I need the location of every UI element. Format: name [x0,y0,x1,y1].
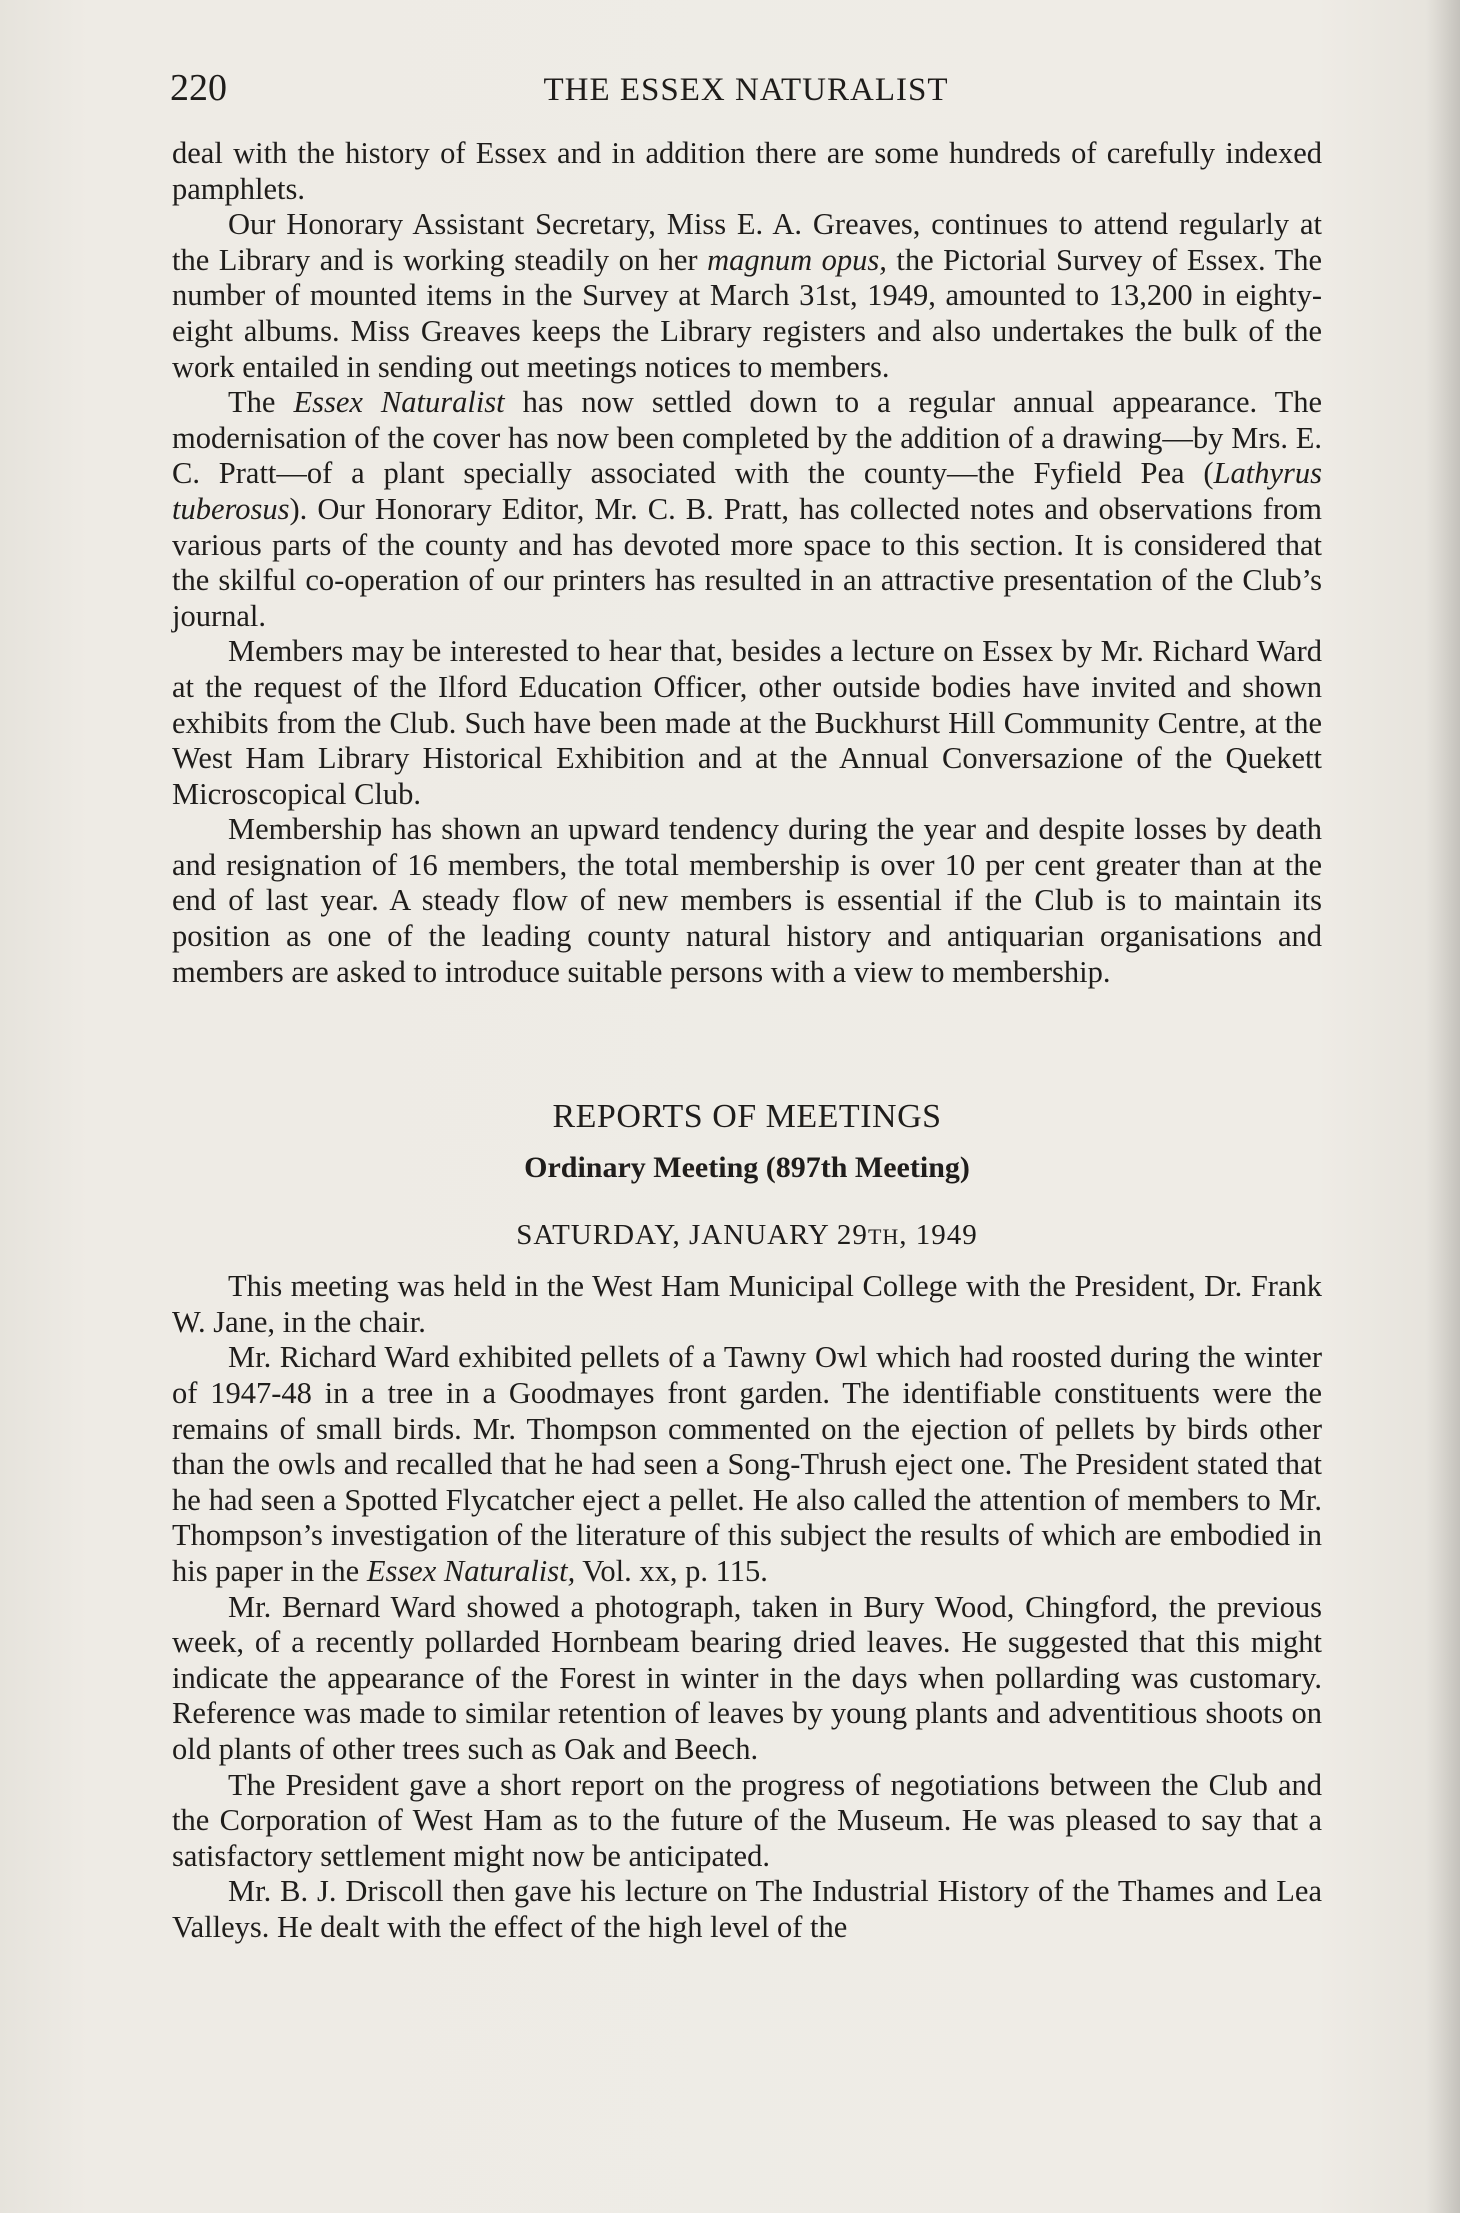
page-number: 220 [170,67,227,109]
paragraph-library-history: deal with the history of Essex and in addition there are some hundreds of carefully indexed pamphlets. [172,136,1322,206]
paragraph-hornbeam: Mr. Bernard Ward showed a photograph, taken in Bury Wood, Chingford, the previous week, of a recently pollarded Hornbeam bearing dried leaves. He suggested that this might indicate the appearance of the Forest in winter in the days when pollarding was customary. Reference was made to similar retention of leaves by young plants and adventitious shoots on old plants of other trees such as Oak and Beech. [172,1589,1322,1766]
running-head [170,66,1322,116]
paragraph-essex-naturalist: The Essex Naturalist has now settled down to a regular annual appearance. The modernisation of the cover has now been completed by the addition of a drawing—by Mrs. E. C. Pratt—of a plant specially associated with the county—the Fyfield Pea (Lathyrus tuberosus). Our Honorary Editor, Mr. C. B. Pratt, has collected notes and observations from various parts of the county and has devoted more space to this section. It is considered that the skilful co-operation of our printers has resulted in an attractive presentation of the Club’s journal. [172,385,1323,633]
paragraph-assistant-secretary: Our Honorary Assistant Secretary, Miss E. A. Greaves, continues to attend regularly at the Library and is working steadily on her magnum opus, the Pictorial Survey of Essex. The number of mounted items in the Survey at March 31st, 1949, amounted to 13,200 in eighty-eight albums. Miss Greaves keeps the Library registers and also undertakes the bulk of the work entailed in sending out meetings notices to members. [172,207,1322,384]
paragraph-lecture: Mr. B. J. Driscoll then gave his lecture on The Industrial History of the Thames and Lea Valleys. He dealt with the effect of the high level of the [172,1874,1322,1944]
paragraph-owl-pellets: Mr. Richard Ward exhibited pellets of a Tawny Owl which had roosted during the winter of 1947-48 in a tree in a Goodmayes front garden. The identifiable constituents were the remains of small birds. Mr. Thompson commented on the ejection of pellets by birds other than the owls and recalled that he had seen a Song-Thrush eject one. The President stated that he had seen a Spotted Flycatcher eject a pellet. He also called the attention of members to Mr. Thompson’s investigation of the literature of this subject the results of which are embodied in his paper in the Essex Naturalist, Vol. xx, p. 115. [172,1340,1322,1588]
paragraph-museum-negotiations: The President gave a short report on the progress of negotiations between the Club and the Corporation of West Ham as to the future of the Museum. He was pleased to say that a satisfactory settlement might now be anticipated. [172,1767,1322,1873]
journal-title: THE ESSEX NATURALIST [543,72,949,108]
paragraph-exhibits: Members may be interested to hear that, besides a lecture on Essex by Mr. Richard Ward at the request of the Ilford Education Officer, other outside bodies have invited and shown exhibits from the Club. Such have been made at the Buckhurst Hill Community Centre, at the West Ham Library Historical Exhibition and at the Annual Conversazione of the Quekett Microscopical Club. [172,634,1322,811]
paragraph-meeting-venue: This meeting was held in the West Ham Municipal College with the President, Dr. Frank W. Jane, in the chair. [172,1269,1322,1339]
meeting-date: SATURDAY, JANUARY 29TH, 1949 [516,1219,978,1252]
section-heading: REPORTS OF MEETINGS [552,1098,942,1136]
page-content [172,136,1322,1946]
paragraph-membership: Membership has shown an upward tendency during the year and despite losses by death and resignation of 16 members, the total membership is over 10 per cent greater than at the end of last year. A steady flow of new members is essential if the Club is to maintain its position as one of the leading county natural history and antiquarian organisations and members are asked to introduce suitable persons with a view to membership. [172,812,1322,989]
meeting-heading: Ordinary Meeting (897th Meeting) [524,1151,970,1185]
spine-shadow [1426,0,1460,2213]
